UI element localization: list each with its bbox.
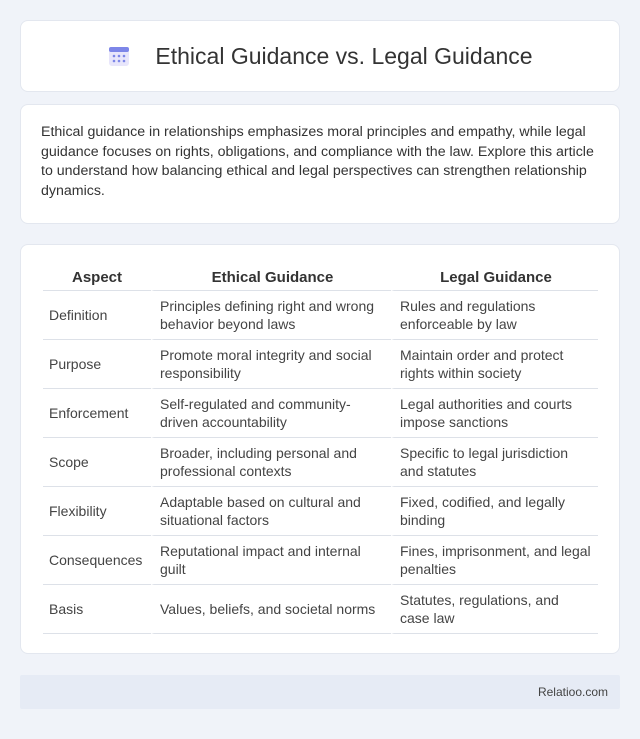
table-row — [43, 438, 598, 487]
header-legal: Legal Guidance — [391, 267, 598, 291]
cell-aspect: Enforcement — [43, 389, 151, 438]
intro-text: Ethical guidance in relationships emphasizes moral principles and empathy, while legal guidance focuses on rights, obligations, and compliance with the law. Explore this article to understand how balancing ethical and legal perspectives can strengthen relationship dynamics. — [41, 124, 594, 199]
table-row — [43, 536, 598, 585]
cell-ethical: Self-regulated and community-driven accountability — [151, 389, 391, 438]
cell-legal: Maintain order and protect rights within society — [391, 340, 598, 389]
cell-ethical: Broader, including personal and professional contexts — [151, 438, 391, 487]
cell-ethical: Values, beliefs, and societal norms — [151, 585, 391, 634]
calendar-icon — [107, 44, 131, 68]
table-row — [43, 291, 598, 340]
cell-aspect: Consequences — [43, 536, 151, 585]
cell-ethical: Adaptable based on cultural and situational factors — [151, 487, 391, 536]
table-row — [43, 487, 598, 536]
cell-legal: Fines, imprisonment, and legal penalties — [391, 536, 598, 585]
cell-legal: Specific to legal jurisdiction and statutes — [391, 438, 598, 487]
page-title: Ethical Guidance vs. Legal Guidance — [155, 42, 533, 69]
cell-aspect: Flexibility — [43, 487, 151, 536]
intro-card — [20, 104, 620, 224]
cell-legal: Legal authorities and courts impose sanctions — [391, 389, 598, 438]
cell-aspect: Scope — [43, 438, 151, 487]
header-ethical: Ethical Guidance — [151, 267, 391, 291]
cell-legal: Statutes, regulations, and case law — [391, 585, 598, 634]
cell-legal: Rules and regulations enforceable by law — [391, 291, 598, 340]
cell-aspect: Definition — [43, 291, 151, 340]
cell-aspect: Purpose — [43, 340, 151, 389]
table-row — [43, 340, 598, 389]
cell-ethical: Principles defining right and wrong behavior beyond laws — [151, 291, 391, 340]
header-aspect: Aspect — [43, 267, 151, 291]
cell-legal: Fixed, codified, and legally binding — [391, 487, 598, 536]
footer-brand[interactable]: Relatioo.com — [537, 685, 608, 699]
comparison-card — [20, 244, 620, 654]
cell-ethical: Promote moral integrity and social responsibility — [151, 340, 391, 389]
cell-aspect: Basis — [43, 585, 151, 634]
title-card — [20, 20, 620, 92]
comparison-table — [43, 267, 598, 634]
table-header-row — [43, 267, 598, 291]
table-row — [43, 389, 598, 438]
footer-bar — [20, 675, 620, 709]
cell-ethical: Reputational impact and internal guilt — [151, 536, 391, 585]
table-row — [43, 585, 598, 634]
